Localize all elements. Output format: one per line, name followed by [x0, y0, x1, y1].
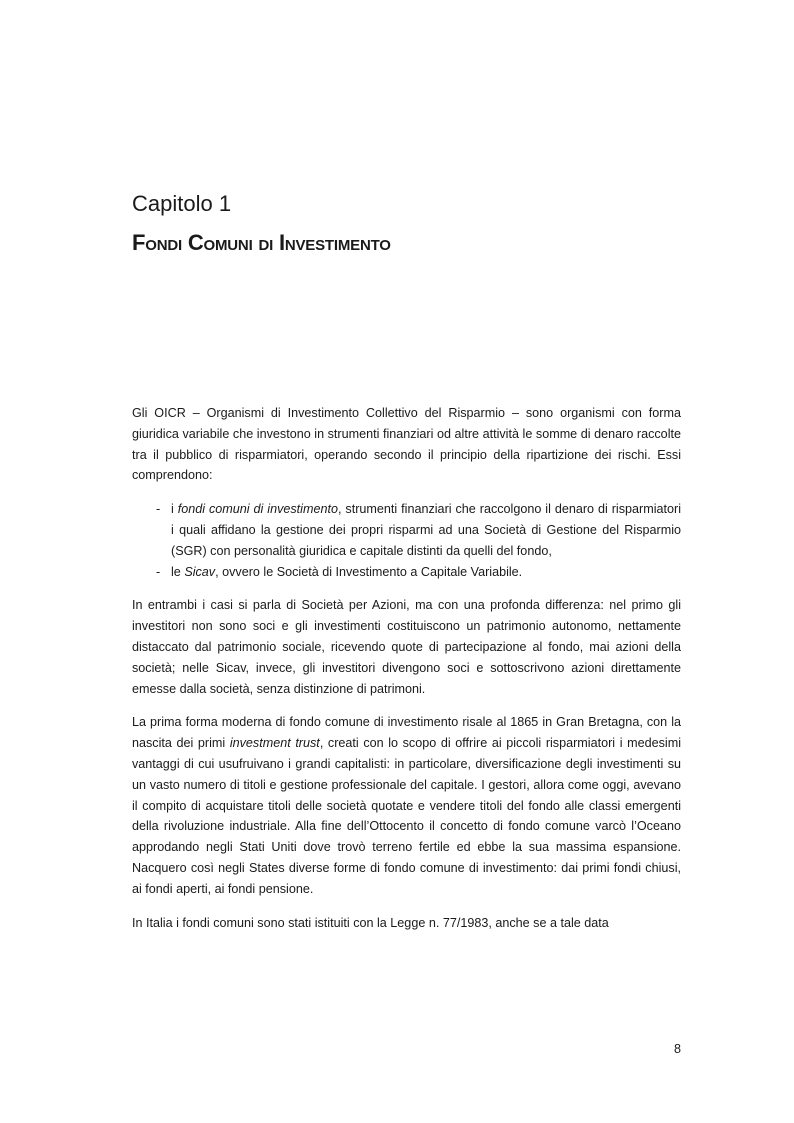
bullet-list: [132, 499, 681, 582]
bullet-marker: -: [156, 502, 161, 517]
chapter-label: Capitolo 1: [132, 191, 232, 216]
paragraph-storia-emphasis: investment trust: [229, 736, 320, 751]
bullet-emphasis: fondi comuni di investimento: [177, 502, 338, 517]
paragraph-storia-end: , creati con lo scopo di offrire ai piccoli risparmiatori i medesimi vantaggi di cui usufruivano i grandi capitalisti: in particolare, diversificazione degli investimenti su un vasto numero di titoli e gestione professionale del capitale. I gestori, allora come oggi, avevano il compito di acquistare titoli delle società quotate e vendere titoli del fondo alle classi emergenti della rivoluzione industriale. Alla fine dell’Ottocento il concetto di fondo comune varcò l’Oceano approdando negli Stati Uniti dove trovò terreno fertile ed ebbe la sua massima espansione. Nacquero così negli States diverse forme di fondo comune di investimento: dai primi fondi chiusi, ai fondi aperti, ai fondi pensione.: [132, 736, 681, 896]
bullet-emphasis: Sicav: [184, 564, 216, 579]
bullet-text: , strumenti finanziari che raccolgono il denaro di risparmiatori i quali affidano la gestione dei propri risparmi ad una Società di Gestione del Risparmio (SGR) con personalità giuridica e capitale distinti da quelli del fondo,: [171, 502, 682, 558]
body-text: [132, 403, 681, 946]
bullet-item-sicav: [132, 562, 681, 583]
paragraph-societa-per-azioni: In entrambi i casi si parla di Società per Azioni, ma con una profonda differenza: nel primo gli investitori non sono soci e gli investimenti costituiscono un patrimonio autonomo, nettamente distaccato dal patrimonio sociale, ricevendo quote di partecipazione al fondo, mai azioni della società; nelle Sicav, invece, gli investitori divengono soci e sottoscrivono azioni direttamente emesse dalla società, senza distinzione di patrimoni.: [132, 598, 681, 696]
bullet-item-fondi-comuni: [132, 499, 681, 561]
bullet-prefix: i: [171, 502, 178, 517]
bullet-marker: -: [156, 564, 161, 579]
paragraph-storia: [132, 712, 681, 899]
paragraph-storia-start: La prima forma moderna di fondo comune di investimento risale al 1865 in Gran Bretagna, con la nascita dei primi: [132, 715, 681, 751]
chapter-title: Fondi Comuni di Investimento: [132, 230, 391, 255]
bullet-prefix: le: [171, 564, 185, 579]
page-number: 8: [673, 1042, 681, 1056]
bullet-text: , ovvero le Società di Investimento a Capitale Variabile.: [215, 564, 523, 579]
paragraph-italia: In Italia i fondi comuni sono stati istituiti con la Legge n. 77/1983, anche se a tale data: [132, 915, 609, 930]
paragraph-oicr: Gli OICR – Organismi di Investimento Collettivo del Risparmio – sono organismi con forma giuridica variabile che investono in strumenti finanziari od altre attività le somme di denaro raccolte tra il pubblico di risparmiatori, operando secondo il principio della ripartizione dei rischi. Essi comprendono:: [132, 406, 681, 483]
